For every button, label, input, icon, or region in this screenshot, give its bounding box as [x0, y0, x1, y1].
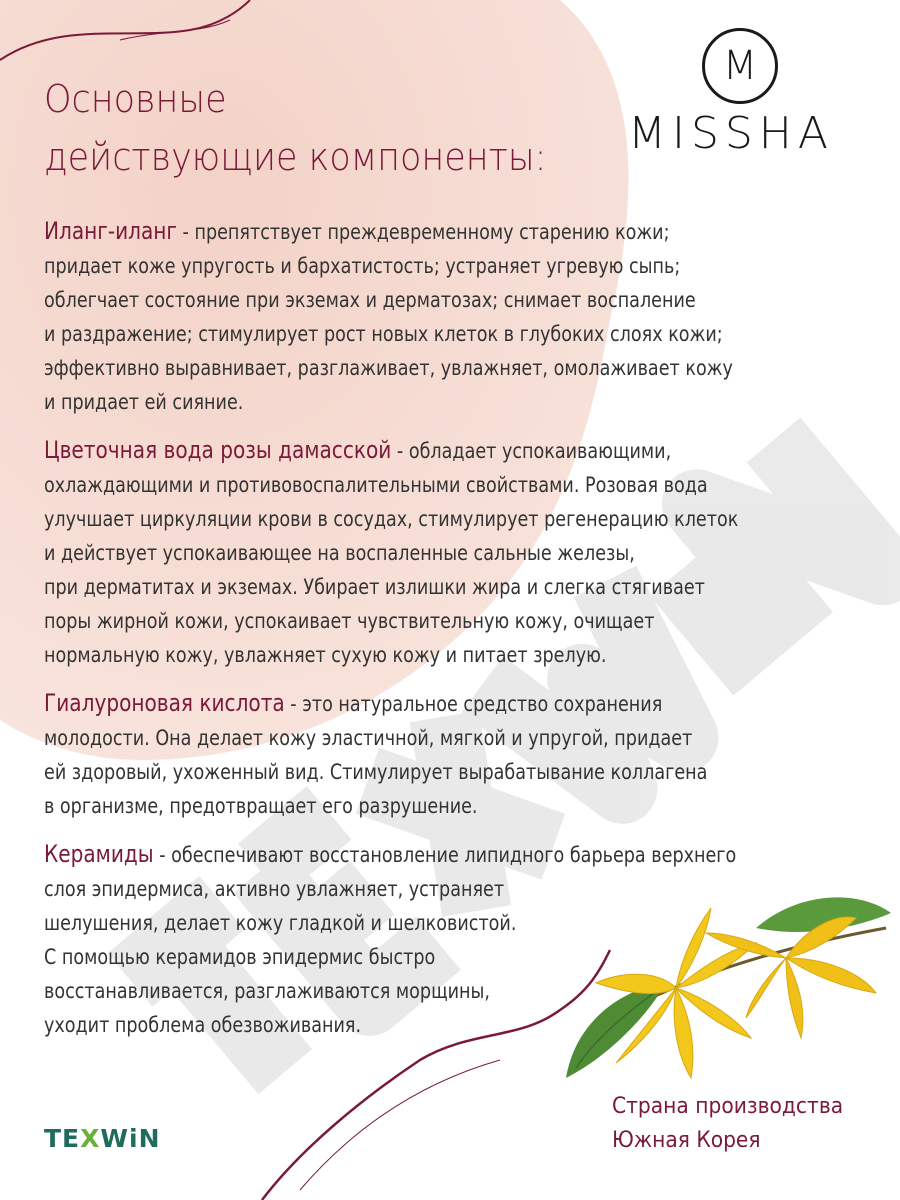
ingredient-term: Гиалуроновая кислота [44, 689, 285, 717]
ingredient-term: Цветочная вода розы дамасской [44, 436, 392, 464]
ingredient-text: и действует успокаивающее на воспаленные сальные железы, [44, 541, 635, 565]
seller-logo-part: WiN [100, 1124, 161, 1153]
ylang-ylang-flower-icon [556, 888, 896, 1088]
ingredient-text: С помощью керамидов эпидермис быстро [44, 945, 436, 969]
seller-logo [44, 1124, 161, 1153]
title-line-1: Основные [44, 77, 227, 121]
ingredient-text: ей здоровый, ухоженный вид. Стимулирует вырабатывание коллагена [44, 760, 708, 784]
ingredient-hyaluronic-acid [44, 686, 864, 823]
seller-logo-part: X [80, 1124, 101, 1153]
ingredient-text: и раздражение; стимулирует рост новых клеток в глубоких слоях кожи; [44, 322, 723, 346]
seller-logo-part: TE [44, 1124, 81, 1153]
ingredient-ylang-ylang [44, 214, 864, 419]
brand-name: MISSHA [628, 108, 834, 159]
ingredient-text: придает коже упругость и бархатистость; устраняет угревую сыпь; [44, 254, 681, 278]
brand-logo-circle [702, 28, 778, 104]
ingredient-text: нормальную кожу, увлажняет сухую кожу и питает зрелую. [44, 643, 607, 667]
decor-curve-bottom-2 [300, 1060, 500, 1190]
ingredient-text: слоя эпидермиса, активно увлажняет, устраняет [44, 877, 505, 901]
ingredient-text: охлаждающими и противовоспалительными свойствами. Розовая вода [44, 473, 708, 497]
ingredient-text: - обеспечивают восстановление липидного барьера верхнего [153, 843, 737, 867]
origin-value: Южная Корея [612, 1128, 761, 1153]
brand-logo-letter: M [722, 43, 758, 89]
ingredient-text: восстанавливается, разглаживаются морщины, [44, 979, 491, 1003]
ingredient-text: - обладает успокаивающими, [391, 439, 672, 463]
ingredient-text: эффективно выравнивает, разглаживает, увлажняет, омолаживает кожу [44, 356, 733, 380]
ingredient-text: при дерматитах и экземах. Убирает излишки жира и слегка стягивает [44, 575, 705, 599]
ingredient-text: - препятствует преждевременному старению кожи; [176, 220, 670, 244]
ingredient-text: облегчает состояние при экземах и дерматозах; снимает воспаление [44, 288, 696, 312]
country-of-origin [612, 1090, 860, 1158]
ingredient-text: - это натуральное средство сохранения [284, 692, 663, 716]
ingredient-term: Керамиды [44, 840, 154, 868]
page-title [44, 70, 559, 186]
ingredient-text: уходит проблема обезвоживания. [44, 1013, 362, 1037]
title-line-2: действующие компоненты: [44, 135, 547, 179]
ingredient-text: в организме, предотвращает его разрушение. [44, 794, 478, 818]
ingredient-term: Иланг-иланг [44, 217, 177, 245]
origin-label: Страна производства [612, 1094, 844, 1119]
ingredient-text: и придает ей сияние. [44, 390, 244, 414]
ingredient-rose-water [44, 433, 864, 672]
ingredient-text: улучшает циркуляции крови в сосудах, стимулирует регенерацию клеток [44, 507, 739, 531]
ingredient-text: поры жирной кожи, успокаивает чувствительную кожу, очищает [44, 609, 655, 633]
ingredient-text: шелушения, делает кожу гладкой и шелковистой. [44, 911, 517, 935]
ingredient-text: молодости. Она делает кожу эластичной, мягкой и упругой, придает [44, 726, 693, 750]
